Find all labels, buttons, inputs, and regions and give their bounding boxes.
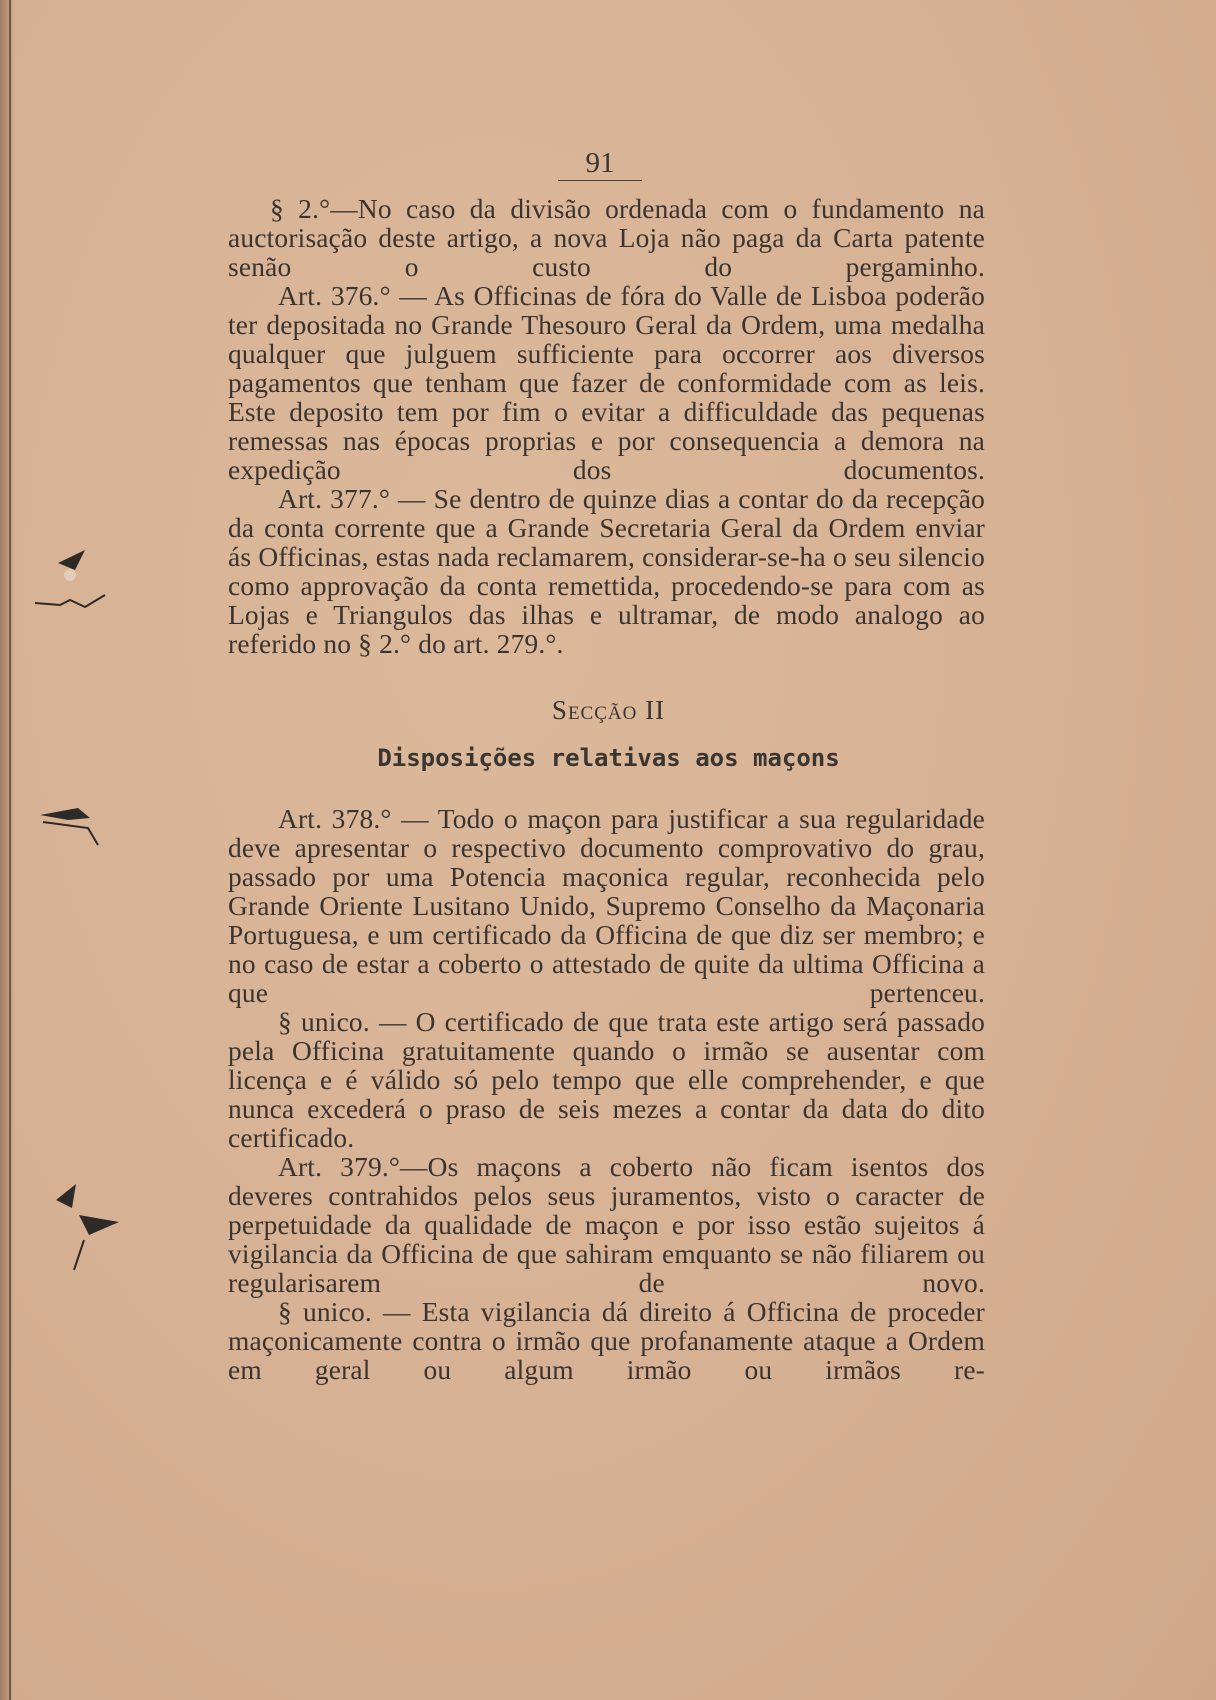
section-heading: Secção II xyxy=(551,695,666,725)
paragraph-unico-379: § unico. — Esta vigilancia dá direito á Officina de proceder maçonicamente contra o irmão que profanamente ataque a Ordem em geral ou algum irmão ou irmãos re- xyxy=(228,1297,985,1385)
paragraph-art-376: Art. 376.° — As Officinas de fóra do Valle de Lisboa poderão ter depositada no Grande Thesouro Geral da Ordem, uma medalha qualquer que julguem sufficiente para occorrer aos diversos pagamentos que tenham que fazer de conformidade com as leis. Este deposito tem por fim o evitar a difficuldade das pequenas remessas nas épocas proprias e por consequencia a demora na expedição dos documentos. xyxy=(228,281,985,485)
section-subheading: Disposições relativas aos maçons xyxy=(377,744,840,772)
page-number: 91 xyxy=(558,146,642,181)
paragraph-section-2: § 2.°—No caso da divisão ordenada com o fundamento na auctorisação deste artigo, a nova Loja não paga da Carta patente senão o custo do pergaminho. xyxy=(228,194,985,282)
ink-blot-mark-middle xyxy=(38,800,108,850)
ink-blot-mark-lower xyxy=(44,1180,124,1280)
paragraph-art-378: Art. 378.° — Todo o maçon para justificar a sua regularidade deve apresentar o respectivo documento comprovativo do grau, passado por uma Potencia maçonica regular, reconhecida pelo Grande Oriente Lusitano Unido, Supremo Conselho da Maçonaria Portuguesa, e um certificado da Officina de que diz ser membro; e no caso de estar a coberto o attestado de quite da ultima Officina a que pertenceu. xyxy=(228,804,985,1008)
binding-line xyxy=(9,0,11,1700)
book-spine-edge xyxy=(0,0,14,1700)
paragraph-art-379: Art. 379.°—Os maçons a coberto não ficam isentos dos deveres contrahidos pelos seus juramentos, visto o caracter de perpetuidade da qualidade de maçon e por isso estão sujeitos á vigilancia da Officina de que sahiram emquanto se não filiarem ou regularisarem de novo. xyxy=(228,1152,985,1298)
page-body xyxy=(228,146,985,1385)
paragraph-unico-378: § unico. — O certificado de que trata este artigo será passado pela Officina gratuitamente quando o irmão se ausentar com licença e é válido só pelo tempo que elle comprehender, e que nunca excederá o praso de seis mezes a contar da data do dito certificado. xyxy=(228,1007,985,1153)
ink-blot-mark-upper xyxy=(30,545,110,620)
paragraph-art-377: Art. 377.° — Se dentro de quinze dias a contar do da recepção da conta corrente que a Grande Secretaria Geral da Ordem enviar ás Officinas, estas nada reclamarem, considerar-se-ha o seu silencio como approvação da conta remettida, procedendo-se para com as Lojas e Triangulos das ilhas e ultramar, de modo analogo ao referido no § 2.° do art. 279.°. xyxy=(228,484,985,659)
